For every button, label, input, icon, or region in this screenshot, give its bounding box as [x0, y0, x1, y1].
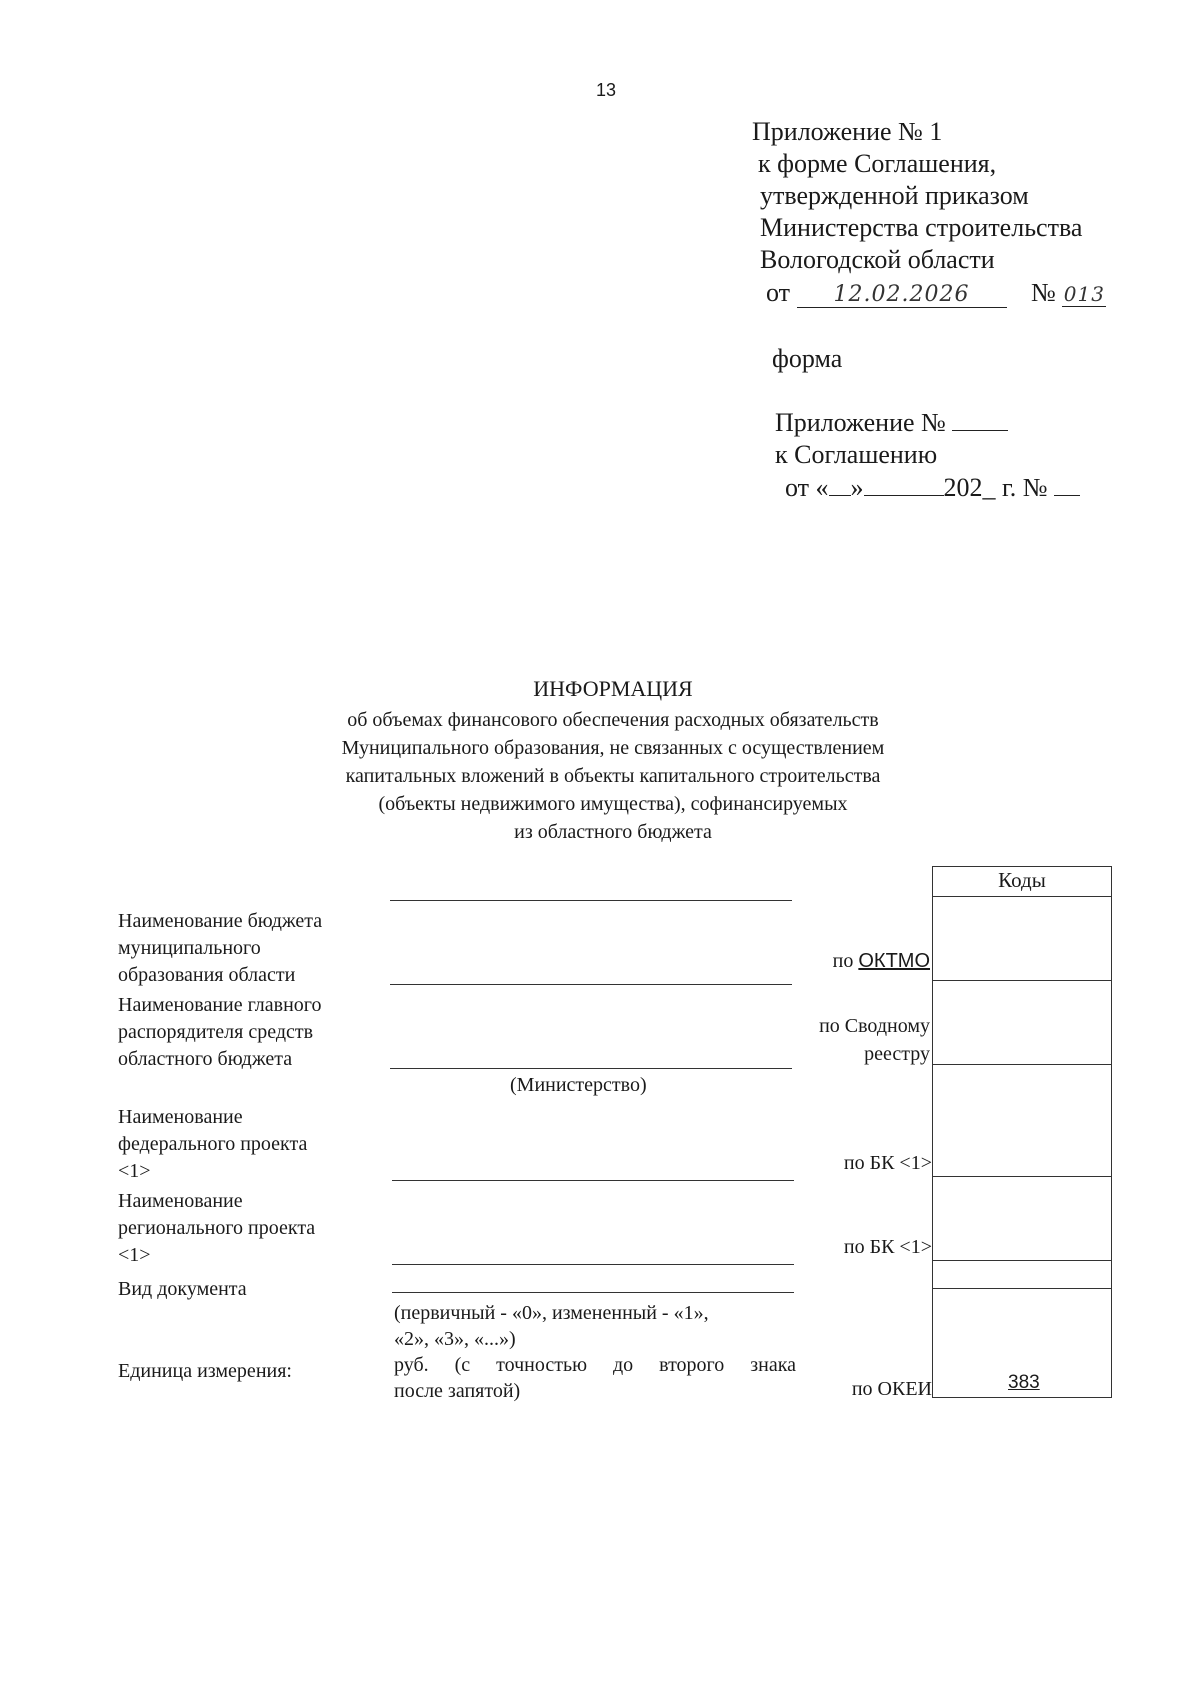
- subtitle-line: Муниципального образования, не связанных с осуществлением: [341, 737, 885, 759]
- label-line: <1>: [118, 1160, 151, 1182]
- oktmo-label: [833, 950, 930, 973]
- okei-label: по ОКЕИ: [851, 1378, 932, 1400]
- federal-project-field[interactable]: [392, 1180, 794, 1181]
- ministry-note: (Министерство): [510, 1074, 647, 1096]
- label-line: образования области: [118, 964, 296, 986]
- label-line: Наименование: [118, 1190, 243, 1212]
- approval-date-handwritten: 12.02.2026: [797, 282, 1007, 308]
- appendix-line-4: Министерства строительства: [760, 213, 1083, 242]
- codes-header: Коды: [998, 868, 1046, 892]
- codes-divider: [932, 1288, 1112, 1289]
- federal-project-label: [118, 1104, 307, 1185]
- document-title: ИНФОРМАЦИЯ: [533, 676, 693, 701]
- label-line: федерального проекта: [118, 1133, 308, 1155]
- agreement-year-number: 202_ г. №: [943, 473, 1048, 502]
- label-line: регионального проекта: [118, 1217, 316, 1239]
- doc-type-note: [394, 1300, 709, 1352]
- doc-type-label: Вид документа: [118, 1278, 247, 1300]
- note-line: «2», «3», «...»): [394, 1328, 516, 1350]
- label-line: Наименование главного: [118, 994, 322, 1016]
- main-manager-field[interactable]: [390, 1068, 792, 1069]
- label-line: <1>: [118, 1244, 151, 1266]
- codes-divider: [932, 980, 1112, 981]
- appendix-line-3: утвержденной приказом: [760, 181, 1029, 210]
- codes-table: [932, 866, 1112, 1398]
- budget-name-field[interactable]: [390, 984, 792, 985]
- okei-code-value: 383: [1008, 1372, 1040, 1393]
- appendix-to-agreement-block: [775, 406, 1080, 504]
- appendix-number-blank: [952, 406, 1008, 431]
- label-line: областного бюджета: [118, 1048, 293, 1070]
- label-line: распорядителя средств: [118, 1021, 314, 1043]
- unit-value-line: после запятой): [394, 1380, 521, 1402]
- month-blank: [864, 471, 944, 496]
- agreement-number-blank: [1054, 471, 1080, 496]
- doc-type-field[interactable]: [392, 1292, 794, 1293]
- oktmo-prefix: по: [832, 950, 859, 972]
- appendix-line-1: Приложение № 1: [752, 117, 943, 146]
- day-blank: [829, 471, 851, 496]
- date-prefix: от: [766, 278, 791, 307]
- bk-label-federal: по БК <1>: [843, 1152, 932, 1174]
- unit-value: [394, 1352, 796, 1404]
- regional-project-field[interactable]: [392, 1264, 794, 1265]
- main-manager-label: [118, 992, 322, 1073]
- subtitle-line: из областного бюджета: [514, 821, 712, 843]
- codes-divider: [932, 896, 1112, 897]
- codes-divider: [932, 1176, 1112, 1177]
- regional-project-label: [118, 1188, 315, 1269]
- appendix-line-5: Вологодской области: [760, 245, 995, 274]
- appendix-number-label: Приложение №: [775, 408, 946, 437]
- approval-date-row: [766, 278, 1106, 308]
- budget-name-top-line: [390, 900, 792, 901]
- appendix-line-2: к форме Соглашения,: [758, 149, 997, 178]
- to-agreement-label: к Соглашению: [775, 440, 938, 469]
- page-number: 13: [596, 80, 617, 100]
- subtitle-line: (объекты недвижимого имущества), софинансируемых: [378, 793, 848, 815]
- label-line: муниципального: [118, 937, 261, 959]
- registry-label: [819, 1012, 930, 1068]
- label-line: по Сводному: [819, 1015, 930, 1037]
- unit-label: Единица измерения:: [118, 1360, 292, 1382]
- oktmo-code-name: ОКТМО: [858, 950, 930, 972]
- number-prefix: №: [1031, 278, 1056, 307]
- subtitle-line: капитальных вложений в объекты капитального строительства: [345, 765, 881, 787]
- appendix-approval-block: [752, 116, 1082, 276]
- label-line: Наименование: [118, 1106, 243, 1128]
- budget-name-label: [118, 908, 322, 989]
- agreement-date-open: от «: [785, 473, 829, 502]
- subtitle-line: об объемах финансового обеспечения расходных обязательств: [347, 709, 879, 731]
- agreement-date-close: »: [850, 473, 864, 502]
- form-label: форма: [772, 344, 843, 373]
- unit-value-line: руб. (с точностью до второго знака: [394, 1354, 796, 1376]
- codes-divider: [932, 1260, 1112, 1261]
- label-line: реестру: [864, 1043, 930, 1065]
- codes-divider: [932, 1064, 1112, 1065]
- approval-number-handwritten: 013: [1063, 282, 1105, 306]
- bk-label-regional: по БК <1>: [843, 1236, 932, 1258]
- note-line: (первичный - «0», измененный - «1»,: [394, 1302, 709, 1324]
- document-subtitle: [0, 706, 1200, 846]
- label-line: Наименование бюджета: [118, 910, 323, 932]
